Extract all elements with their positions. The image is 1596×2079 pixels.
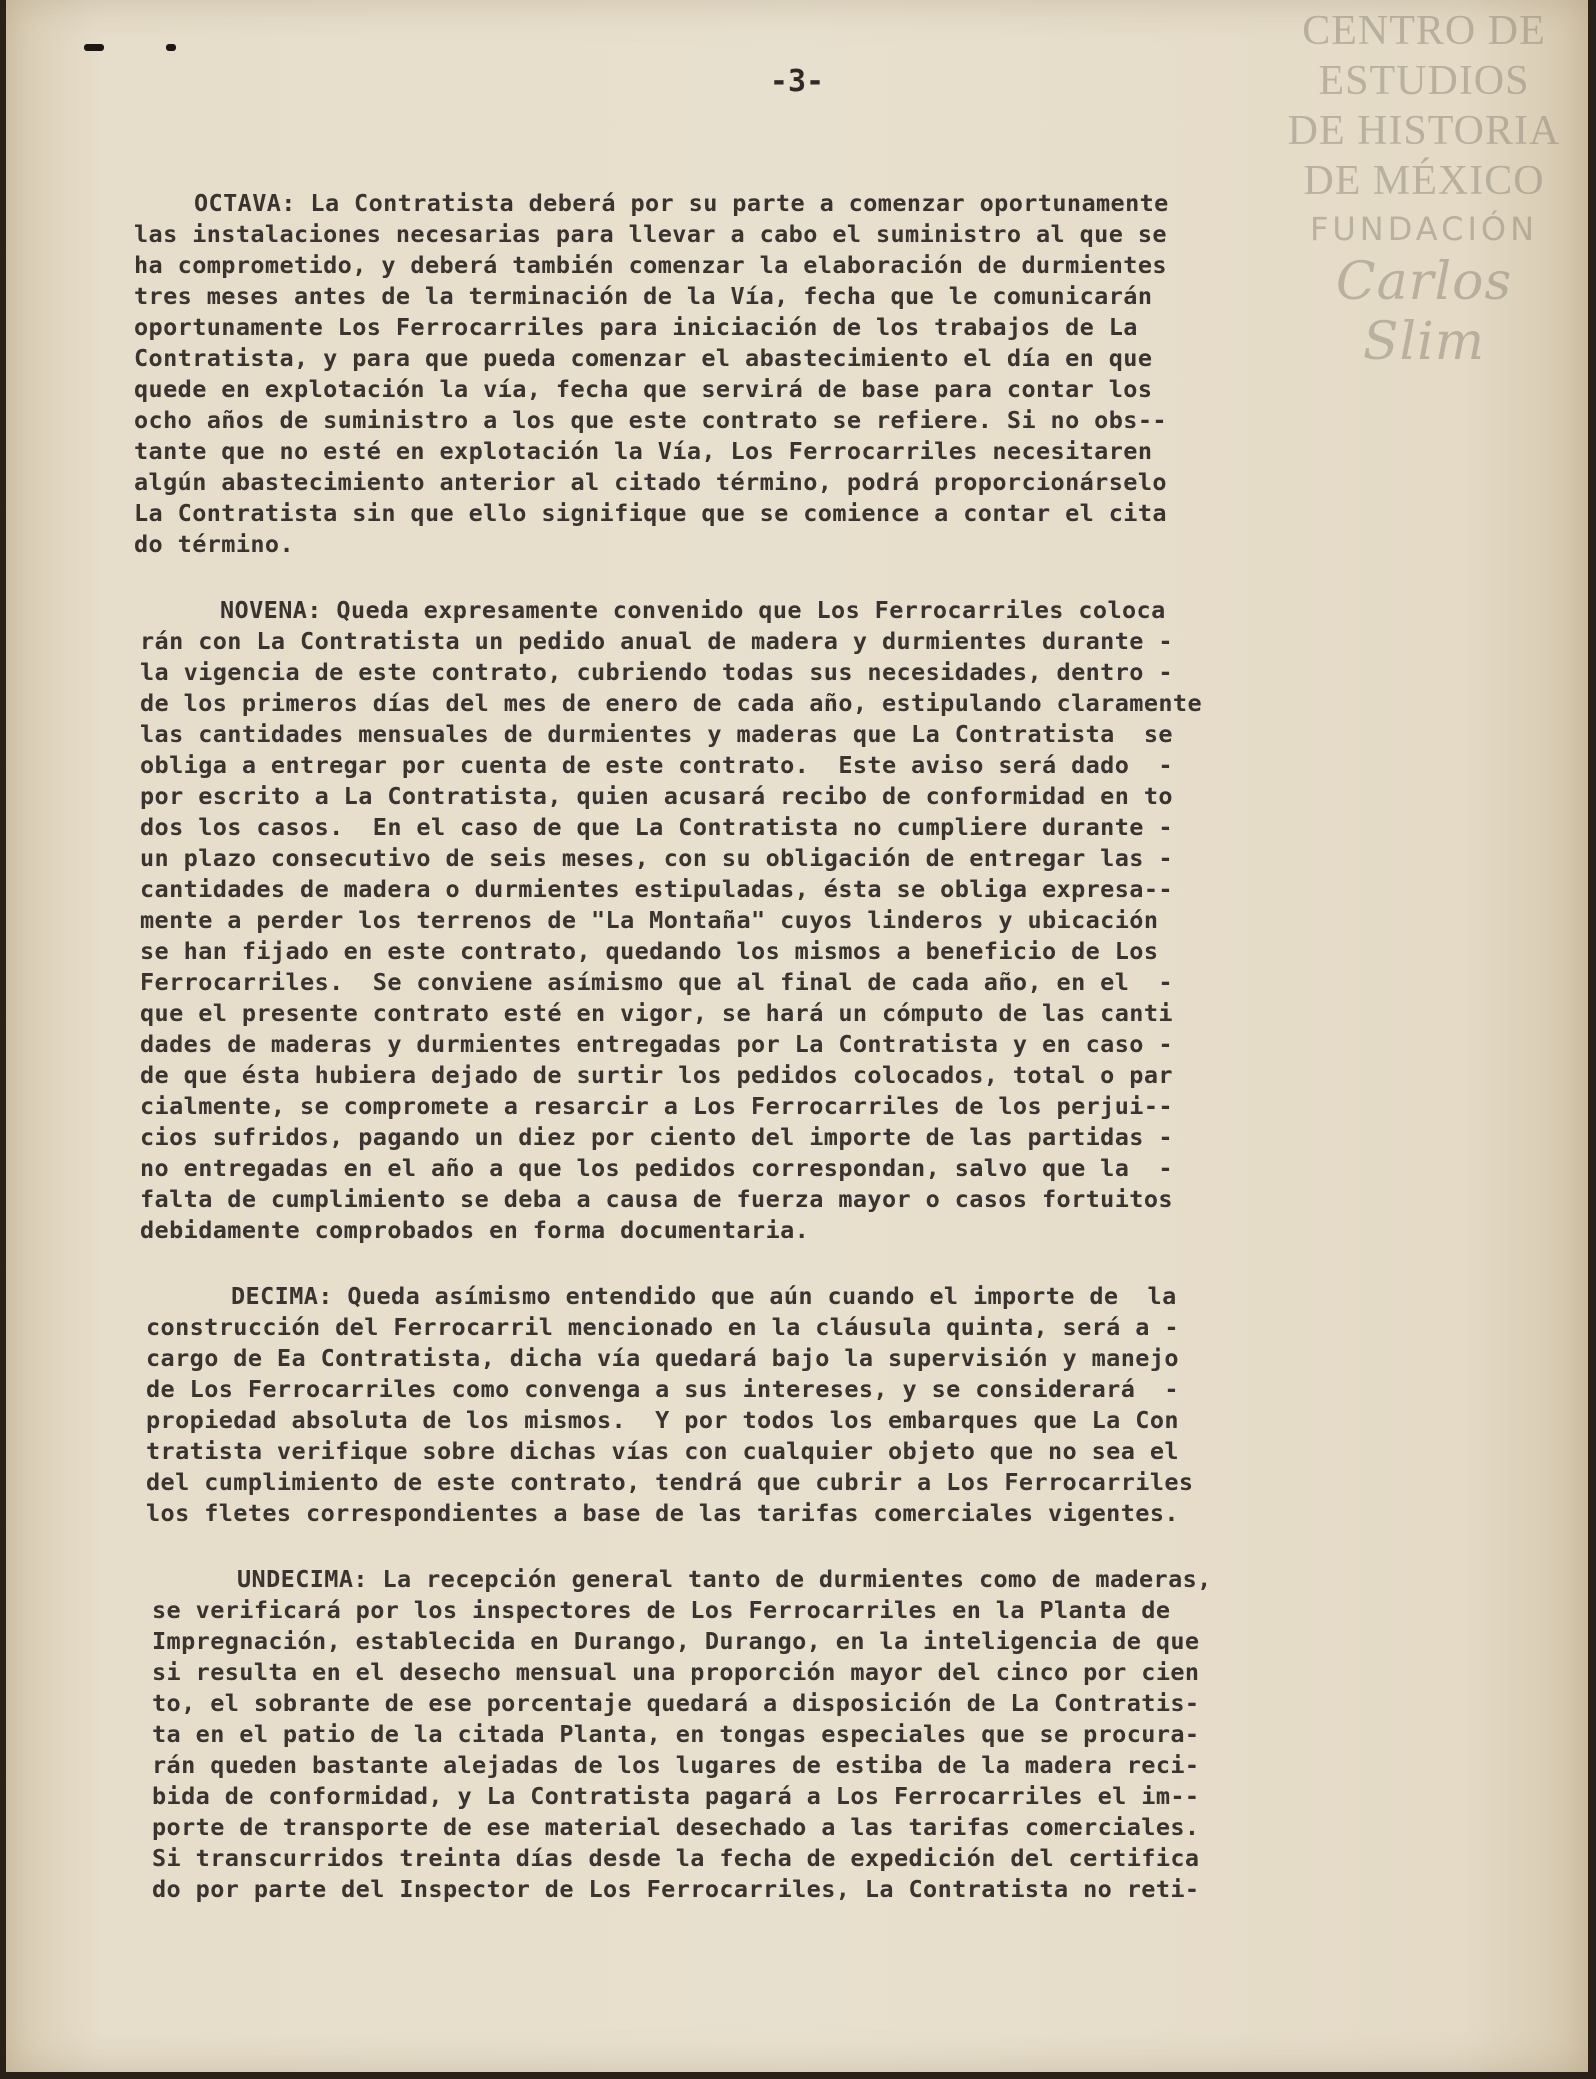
clause-text: La Contratista deberá por su parte a comenzar oportunamente xyxy=(295,189,1169,217)
clause-text: Ferrocarriles. Se conviene asímismo que al final de cada año, en el - xyxy=(140,968,1173,996)
clause-text: las cantidades mensuales de durmientes y maderas que La Contratista se xyxy=(140,720,1173,748)
clause-text: quede en explotación la vía, fecha que servirá de base para contar los xyxy=(134,375,1153,403)
clause-text: Contratista, y para que pueda comenzar el abastecimiento el día en que xyxy=(134,344,1153,372)
clause-text: cargo de Ea Contratista, dicha vía quedará bajo la supervisión y manejo xyxy=(146,1344,1179,1372)
clause-line xyxy=(134,1719,1534,1750)
clause-line xyxy=(134,343,1534,374)
clause-3 xyxy=(134,1281,1534,1529)
clause-text: cantidades de madera o durmientes estipuladas, ésta se obliga expresa-- xyxy=(140,875,1173,903)
clause-text: tratista verifique sobre dichas vías con cualquier objeto que no sea el xyxy=(146,1437,1179,1465)
watermark-line: ESTUDIOS xyxy=(1318,58,1530,104)
clause-line xyxy=(134,905,1534,936)
clause-line xyxy=(134,843,1534,874)
clause-line xyxy=(134,1153,1534,1184)
clause-text: si resulta en el desecho mensual una proporción mayor del cinco por cien xyxy=(152,1658,1200,1686)
page-number: -3- xyxy=(769,64,825,99)
clause-line xyxy=(134,467,1534,498)
clause-text: de que ésta hubiera dejado de surtir los pedidos colocados, total o par xyxy=(140,1061,1173,1089)
clause-text: del cumplimiento de este contrato, tendrá que cubrir a Los Ferrocarriles xyxy=(146,1468,1194,1496)
clause-line xyxy=(134,626,1534,657)
clause-line xyxy=(134,781,1534,812)
watermark-line: DE MÉXICO xyxy=(1303,158,1545,204)
clause-text: de Los Ferrocarriles como convenga a sus intereses, y se considerará - xyxy=(146,1375,1179,1403)
clause-line xyxy=(134,1122,1534,1153)
clause-line xyxy=(134,688,1534,719)
clause-text: tres meses antes de la terminación de la Vía, fecha que le comunicarán xyxy=(134,282,1153,310)
clause-line xyxy=(134,1781,1534,1812)
clause-line xyxy=(134,1184,1534,1215)
clause-line xyxy=(134,1595,1534,1626)
clause-line xyxy=(134,1060,1534,1091)
clause-line xyxy=(134,812,1534,843)
clause-text: dos los casos. En el caso de que La Contratista no cumpliere durante - xyxy=(140,813,1173,841)
watermark-signature: Carlos Slim xyxy=(1335,252,1513,372)
clause-text: tante que no esté en explotación la Vía, Los Ferrocarriles necesitaren xyxy=(134,437,1153,465)
clause-text: do término. xyxy=(134,530,295,558)
clause-text: mente a perder los terrenos de "La Montaña" cuyos linderos y ubicación xyxy=(140,906,1159,934)
clause-text: rán queden bastante alejadas de los lugares de estiba de la madera reci- xyxy=(152,1751,1200,1779)
clause-text: ha comprometido, y deberá también comenzar la elaboración de durmientes xyxy=(134,251,1167,279)
clause-text: se han fijado en este contrato, quedando los mismos a beneficio de Los xyxy=(140,937,1159,965)
clause-line xyxy=(134,1312,1534,1343)
clause-text: de los primeros días del mes de enero de cada año, estipulando claramente xyxy=(140,689,1203,717)
clause-1 xyxy=(134,188,1534,560)
clause-text: ta en el patio de la citada Planta, en tongas especiales que se procura- xyxy=(152,1720,1200,1748)
clause-line xyxy=(134,1091,1534,1122)
clause-text: La recepción general tanto de durmientes como de maderas, xyxy=(367,1565,1212,1593)
watermark-line: DE HISTORIA xyxy=(1287,108,1561,154)
clause-line xyxy=(134,1564,1534,1595)
clause-text: ocho años de suministro a los que este contrato se refiere. Si no obs-- xyxy=(134,406,1167,434)
clause-text: oportunamente Los Ferrocarriles para iniciación de los trabajos de La xyxy=(134,313,1138,341)
clause-line xyxy=(134,1626,1534,1657)
clause-2 xyxy=(134,595,1534,1246)
clause-line xyxy=(134,250,1534,281)
clause-text: no entregadas en el año a que los pedidos correspondan, salvo que la - xyxy=(140,1154,1173,1182)
clause-line xyxy=(134,498,1534,529)
clause-heading: DECIMA: xyxy=(231,1282,333,1310)
clause-heading: OCTAVA: xyxy=(194,189,296,217)
clause-text: por escrito a La Contratista, quien acusará recibo de conformidad en to xyxy=(140,782,1173,810)
clause-line xyxy=(134,374,1534,405)
clause-text: falta de cumplimiento se deba a causa de fuerza mayor o casos fortuitos xyxy=(140,1185,1173,1213)
clause-line xyxy=(134,1843,1534,1874)
clause-text: do por parte del Inspector de Los Ferrocarriles, La Contratista no reti- xyxy=(152,1875,1200,1903)
clause-text: propiedad absoluta de los mismos. Y por todos los embarques que La Con xyxy=(146,1406,1179,1434)
clause-text: debidamente comprobados en forma documentaria. xyxy=(140,1216,810,1244)
clause-line xyxy=(134,1029,1534,1060)
clause-line xyxy=(134,1281,1534,1312)
clause-text: obliga a entregar por cuenta de este contrato. Este aviso será dado - xyxy=(140,751,1173,779)
clause-line xyxy=(134,719,1534,750)
clause-text: rán con La Contratista un pedido anual de madera y durmientes durante - xyxy=(140,627,1173,655)
clause-line xyxy=(134,436,1534,467)
clause-heading: NOVENA: xyxy=(220,596,322,624)
clause-text: bida de conformidad, y La Contratista pagará a Los Ferrocarriles el im-- xyxy=(152,1782,1200,1810)
clause-text: las instalaciones necesarias para llevar a cabo el suministro al que se xyxy=(134,220,1167,248)
clause-line xyxy=(134,219,1534,250)
clause-line xyxy=(134,998,1534,1029)
clause-text: que el presente contrato esté en vigor, se hará un cómputo de las canti xyxy=(140,999,1173,1027)
clause-text: Impregnación, establecida en Durango, Durango, en la inteligencia de que xyxy=(152,1627,1200,1655)
punch-mark-left xyxy=(84,44,104,51)
clause-text: los fletes correspondientes a base de las tarifas comerciales vigentes. xyxy=(146,1499,1179,1527)
clause-text: la vigencia de este contrato, cubriendo todas sus necesidades, dentro - xyxy=(140,658,1173,686)
clause-line xyxy=(134,874,1534,905)
clause-line xyxy=(134,1657,1534,1688)
contract-body xyxy=(134,188,1534,1940)
punch-mark-right xyxy=(166,44,176,51)
clause-text: Queda asímismo entendido que aún cuando el importe de la xyxy=(332,1282,1177,1310)
clause-line xyxy=(134,1343,1534,1374)
clause-text: dades de maderas y durmientes entregadas por La Contratista y en caso - xyxy=(140,1030,1173,1058)
clause-text: cios sufridos, pagando un diez por ciento del importe de las partidas - xyxy=(140,1123,1173,1151)
clause-line xyxy=(134,936,1534,967)
clause-line xyxy=(134,1750,1534,1781)
clause-text: Si transcurridos treinta días desde la fecha de expedición del certifica xyxy=(152,1844,1200,1872)
clause-line xyxy=(134,1467,1534,1498)
clause-line xyxy=(134,1812,1534,1843)
clause-line xyxy=(134,1405,1534,1436)
clause-line xyxy=(134,1374,1534,1405)
clause-line xyxy=(134,405,1534,436)
clause-line xyxy=(134,188,1534,219)
clause-text: un plazo consecutivo de seis meses, con su obligación de entregar las - xyxy=(140,844,1173,872)
clause-line xyxy=(134,1436,1534,1467)
clause-text: to, el sobrante de ese porcentaje quedará a disposición de La Contratis- xyxy=(152,1689,1200,1717)
clause-line xyxy=(134,1498,1534,1529)
clause-line xyxy=(134,312,1534,343)
clause-line xyxy=(134,595,1534,626)
clause-4 xyxy=(134,1564,1534,1905)
clause-line xyxy=(134,657,1534,688)
clause-line xyxy=(134,1215,1534,1246)
clause-line xyxy=(134,281,1534,312)
clause-line xyxy=(134,1688,1534,1719)
clause-text: porte de transporte de ese material desechado a las tarifas comerciales. xyxy=(152,1813,1200,1841)
clause-line xyxy=(134,529,1534,560)
clause-heading: UNDECIMA: xyxy=(237,1565,368,1593)
clause-text: algún abastecimiento anterior al citado término, podrá proporcionárselo xyxy=(134,468,1167,496)
clause-text: cialmente, se compromete a resarcir a Los Ferrocarriles de los perjui-- xyxy=(140,1092,1173,1120)
clause-line xyxy=(134,750,1534,781)
clause-text: Queda expresamente convenido que Los Ferrocarriles coloca xyxy=(321,596,1166,624)
clause-line xyxy=(134,1874,1534,1905)
document-page xyxy=(6,0,1588,2072)
clause-text: construcción del Ferrocarril mencionado en la cláusula quinta, será a - xyxy=(146,1313,1179,1341)
clause-text: se verificará por los inspectores de Los Ferrocarriles en la Planta de xyxy=(152,1596,1171,1624)
watermark-foundation: FUNDACIÓN xyxy=(1309,210,1539,248)
clause-line xyxy=(134,967,1534,998)
clause-text: La Contratista sin que ello signifique que se comience a contar el cita xyxy=(134,499,1167,527)
watermark-line: CENTRO DE xyxy=(1302,8,1546,54)
